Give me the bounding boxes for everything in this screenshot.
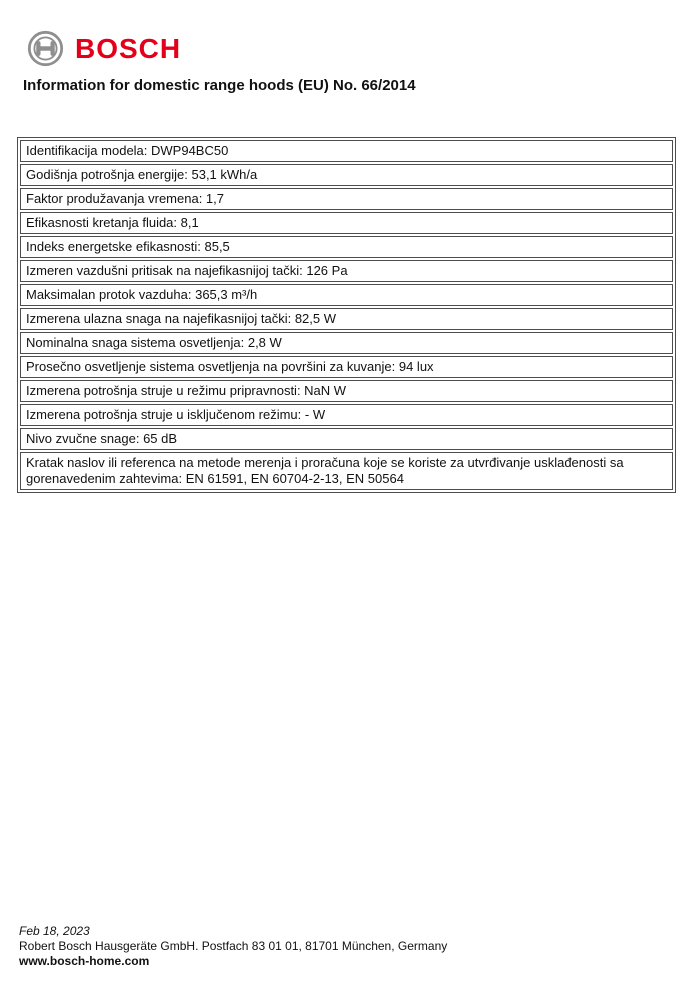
table-row: Prosečno osvetljenje sistema osvetljenja na površini za kuvanje: 94 lux (20, 356, 673, 378)
footer (19, 924, 447, 969)
table-row: Kratak naslov ili referenca na metode merenja i proračuna koje se koriste za utvrđivanje usklađenosti sa gorenavedenim zahtevima: EN 61591, EN 60704-2-13, EN 50564 (20, 452, 673, 490)
table-row: Indeks energetske efikasnosti: 85,5 (20, 236, 673, 258)
footer-date: Feb 18, 2023 (19, 924, 90, 938)
bosch-armature-icon (27, 30, 64, 67)
product-fiche-table (17, 137, 676, 493)
table-row: Godišnja potrošnja energije: 53,1 kWh/a (20, 164, 673, 186)
table-row: Izmerena potrošnja struje u režimu pripravnosti: NaN W (20, 380, 673, 402)
table-row: Identifikacija modela: DWP94BC50 (20, 140, 673, 162)
footer-website-link[interactable]: www.bosch-home.com (19, 954, 150, 968)
table-row: Izmeren vazdušni pritisak na najefikasnijoj tački: 126 Pa (20, 260, 673, 282)
table-row: Izmerena ulazna snaga na najefikasnijoj tački: 82,5 W (20, 308, 673, 330)
table-row: Izmerena potrošnja struje u isključenom režimu: - W (20, 404, 673, 426)
bosch-wordmark: BOSCH (75, 33, 182, 64)
footer-address: Robert Bosch Hausgeräte GmbH. Postfach 83 01 01, 81701 München, Germany (19, 939, 448, 953)
table-row: Maksimalan protok vazduha: 365,3 m³/h (20, 284, 673, 306)
table-row: Efikasnosti kretanja fluida: 8,1 (20, 212, 673, 234)
table-row: Nominalna snaga sistema osvetljenja: 2,8 W (20, 332, 673, 354)
bosch-logo (27, 30, 181, 67)
table-row: Nivo zvučne snage: 65 dB (20, 428, 673, 450)
page-title: Information for domestic range hoods (EU) No. 66/2014 (23, 77, 416, 94)
table-row: Faktor produžavanja vremena: 1,7 (20, 188, 673, 210)
